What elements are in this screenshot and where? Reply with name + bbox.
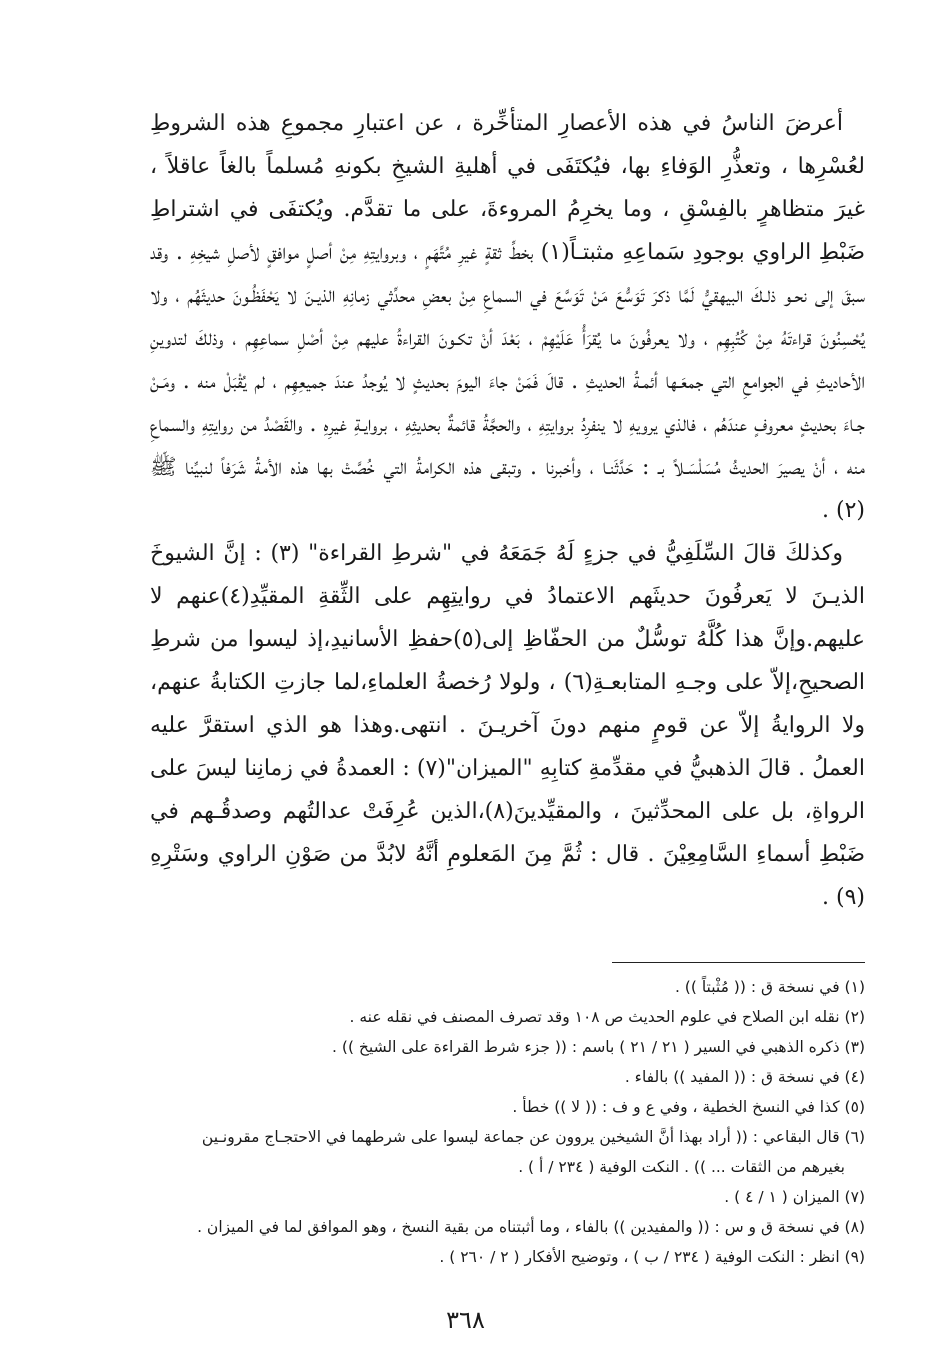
footnote: (٤) في نسخة ق : (( المفيد )) بالفاء . (624, 1068, 865, 1086)
main-text (150, 102, 865, 919)
footnotes (150, 972, 865, 1272)
footnote: (٣) ذكره الذهبي في السير ( ٢١ / ٢١ ) باسم : (( جزء شرط القراءة على الشيخ )) . (332, 1038, 865, 1056)
footnote: (٩) انظر : النكت الوفية ( ٢٣٤ / ب ) ، وتوضيح الأفكار ( ٢ / ٢٦٠ ) . (439, 1248, 865, 1266)
paragraph: وكذلكَ قالَ السِّلَفِيُّ في جزءٍ لَهُ جَمَعَهُ في "شرطِ القراءة" (٣) : إنَّ الشيوخَ الذيـنَ لا يَعرفُونَ حديثَهم الاعتمادُ في روايتِهِم على الثِّقةِ المقيِّدِ(٤)عنهم لا عليهم.وإنَّ هذا كُلَّهُ توسُّلٌ من الحفّاظِ إلى(٥)حفظِ الأسانيدِ،إذ ليسوا من شرطِ الصحيحِ،إلاّ على وجـهِ المتابعـةِ(٦) ، ولولا رُخصةُ العلماءِ،لما جازتِ الكتابةُ عنهم، ولا الروايةُ إلاّ عن قومٍ منهم دونَ آخريـنَ . انتهى.وهذا هو الذي استقرَّ عليه العملُ . قالَ الذهبيُّ في مقدِّمةِ كتابِهِ "الميزان"(٧) : العمدةُ في زمانِنا ليسَ على الرواةِ، بل على المحدِّثينَ ، والمقيِّدينَ(٨)،الذين عُرِفَتْ عدالتُهم وصدقُـهم في ضَبْطِ أسماءِ السَّامِعِيْنَ . قال : ثُمَّ مِنَ المَعلومِ أنَّهُ لابُدَّ من صَوْنِ الراوي وسَتْرِهِ (٩) . (150, 541, 866, 910)
footnote: (١) في نسخة ق : (( مُثْبتاً )) . (674, 978, 865, 996)
footnote: (٦) قال البقاعي : (( أراد بهذا أنَّ الشيخين يروون عن جماعة ليسوا على شرطهما في الاحتجـاج مقرونـين (201, 1128, 865, 1146)
page-number: ٣٦٨ (446, 1306, 485, 1334)
footnote-separator (612, 962, 865, 963)
footnote: (٥) كذا في النسخ الخطية ، وفي ع و ف : (( لا )) خطأ . (512, 1098, 865, 1116)
footnote-continuation: بغيرهم من الثقات ... )) . النكت الوفية ( ٢٣٤ / أ ) . (518, 1158, 845, 1176)
footnote: (٢) نقله ابن الصلاح في علوم الحديث ص ١٠٨ وقد تصرف المصنف في نقله عنه . (349, 1008, 865, 1026)
footnote: (٨) في نسخة ق و س : (( والمفيدين )) بالفاء ، وما أثبتناه من بقية النسخ ، وهو الموافق لما في الميزان . (197, 1218, 865, 1236)
paragraph: أعرضَ الناسُ في هذه الأعصارِ المتأخِّرة ، عن اعتبارِ مجموعِ هذه الشروطِ لعُسْرِها ، وتعذُّرِ الوَفاءِ بها، فيُكتَفَى في أهليةِ الشيخِ بكونهِ مُسلماً بالغاً عاقلاً ، غيرَ متظاهرٍ بالفِسْقِ ، وما يخرِمُ المروءةَ، على ما تقدَّم. ويُكتفَى في اشتراطِ ضَبْطِ الراوي بوجودِ سَماعِهِ مثبتـاً(١) بخطِّ ثقةٍ غيرِ مُتَّهَمٍ ، وبروايتِهِ مِنْ أصلٍ موافقٍ لأصلِ شيخِهِ . وقد سبقَ إلى نحـو ذلـكَ البيهقيُّ لَمَّا ذكرَ تَوَسُّعَ مَنْ تَوَسَّعَ في السماعِ مِنْ بعضِ محدِّثي زمانِهِ الذيـنَ لا يَحْفَظُـونَ حديثَهُم ، ولا يُحْسِنُونَ قراءتَهُ مِنْ كُتُبِهِم ، ولا يعرفُونَ ما يُقرَأُ عَلَيْهِمْ ، بَعْدَ أنْ تكـونَ القراءةُ عليهم مِنْ أصْلِ سماعِهِم ، وذلكَ لتدوينِ الأحاديثِ في الجوامعِ التي جمعَـها أئمـةُ الحديثِ . قالَ فَمَنْ جاءَ اليومَ بحديثٍ لا يُوجدُ عندَ جميعِهِم ، لم يُقْبَلْ منه . ومَـنْ جـاءَ بحديثٍ معروفٍ عندَهُم ، فالذي يرويهِ لا ينفرِدُ بروايتِهِ ، والحجَّةُ قائمةٌ بحديثِهِ ، بروايـةِ غيرِهِ . والقَصْدُ من روايتِهِ والسماعِ منه ، أنْ يصيرَ الحديثُ مُسَلْسَـلاً بـ : حَدَّثَنـا ، وأخبرنا . وتبقى هذه الكرامةُ التي خُصَّتْ بها هذه الأمةُ شَرَفاً لنبيِّنا ﷺ (٢) . (150, 111, 866, 523)
footnote: (٧) الميزان ( ١ / ٤ ) . (724, 1188, 865, 1206)
